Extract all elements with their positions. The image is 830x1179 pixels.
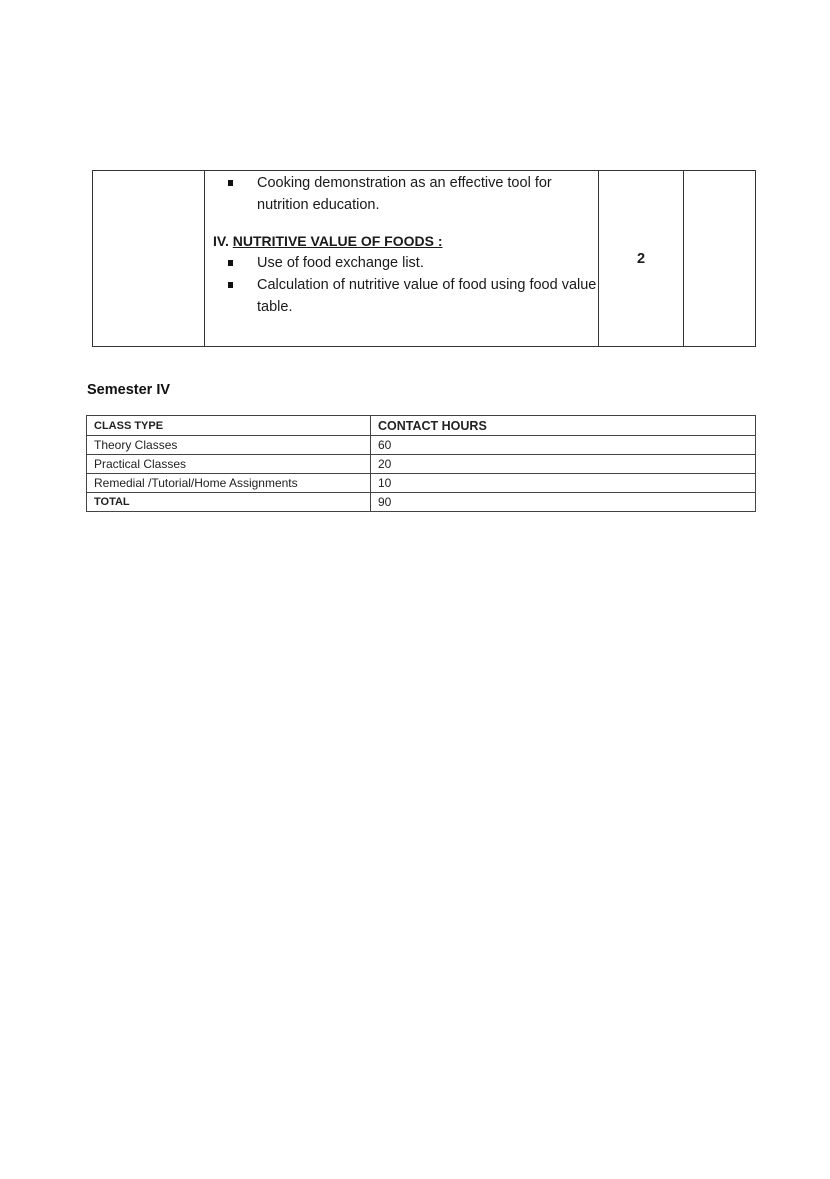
unit-heading bbox=[213, 230, 598, 252]
contact-hours-cell: 60 bbox=[371, 436, 756, 455]
syllabus-content-cell bbox=[205, 171, 599, 347]
unit-title: NUTRITIVE VALUE OF FOODS : bbox=[232, 233, 443, 249]
class-type-cell: Practical Classes bbox=[87, 455, 371, 474]
bullet-text: Cooking demonstration as an effective tool for nutrition education. bbox=[257, 175, 552, 213]
bullet-list-unit bbox=[225, 252, 598, 318]
syllabus-row bbox=[93, 171, 756, 347]
syllabus-table bbox=[92, 170, 756, 347]
total-value-cell: 90 bbox=[371, 493, 756, 512]
header-contact-hours: CONTACT HOURS bbox=[371, 416, 756, 436]
semester-title: Semester IV bbox=[87, 382, 171, 398]
list-item bbox=[225, 274, 598, 318]
bullet-text: Use of food exchange list. bbox=[257, 255, 424, 271]
syllabus-empty-cell-left bbox=[93, 171, 205, 347]
syllabus-hours-cell: 2 bbox=[599, 171, 684, 347]
bullet-square-icon bbox=[228, 260, 233, 266]
list-item bbox=[225, 172, 598, 216]
unit-number: IV. bbox=[213, 233, 229, 249]
header-class-type: CLASS TYPE bbox=[87, 416, 371, 436]
contact-hours-cell: 20 bbox=[371, 455, 756, 474]
bullet-list-top bbox=[225, 172, 598, 216]
class-type-cell: Theory Classes bbox=[87, 436, 371, 455]
bullet-square-icon bbox=[228, 282, 233, 288]
total-label-cell: TOTAL bbox=[87, 493, 371, 512]
contact-hours-cell: 10 bbox=[371, 474, 756, 493]
class-type-cell: Remedial /Tutorial/Home Assignments bbox=[87, 474, 371, 493]
table-header-row bbox=[87, 416, 756, 436]
table-row bbox=[87, 474, 756, 493]
bullet-square-icon bbox=[228, 180, 233, 186]
table-total-row bbox=[87, 493, 756, 512]
syllabus-empty-cell-right bbox=[684, 171, 756, 347]
table-row bbox=[87, 436, 756, 455]
contact-hours-table bbox=[86, 415, 756, 512]
bullet-text: Calculation of nutritive value of food using food value table. bbox=[257, 277, 597, 315]
list-item bbox=[225, 252, 598, 274]
table-row bbox=[87, 455, 756, 474]
